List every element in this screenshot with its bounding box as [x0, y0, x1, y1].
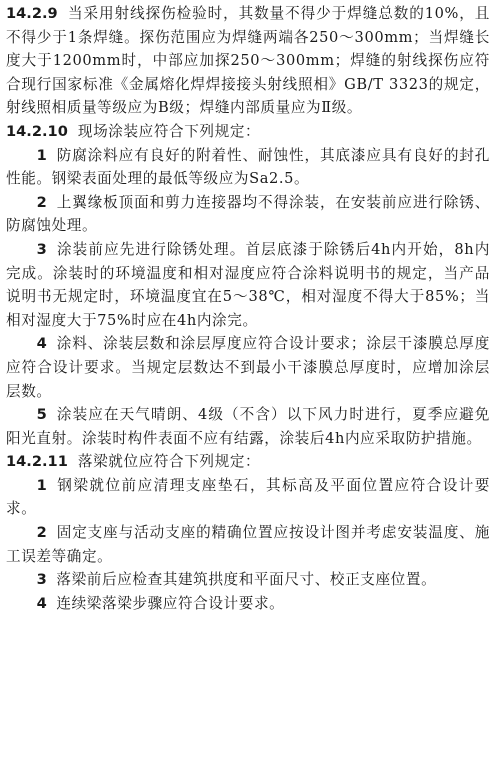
document-page	[6, 2, 490, 615]
item-number: 1	[36, 476, 48, 494]
item-number: 2	[36, 193, 48, 211]
clause-number: 14.2.9	[6, 5, 58, 22]
item-text: 落梁前后应检查其建筑拱度和平面尺寸、校正支座位置。	[56, 571, 437, 589]
item-number: 3	[36, 240, 48, 258]
item-text: 涂装应在天气晴朗、4级（不含）以下风力时进行，夏季应避免阳光直射。涂装时构件表面不应有结露，涂装后4h内应采取防护措施。	[6, 406, 490, 447]
clause-number: 14.2.10	[6, 122, 68, 140]
clause-text: 当采用射线探伤检验时，其数量不得少于焊缝总数的10%，且不得少于1条焊缝。探伤范围应为焊缝两端各250～300mm；当焊缝长度大于1200mm时，中部应加探250～300mm；焊缝的射线探伤应符合现行国家标准《金属熔化焊焊接接头射线照相》GB/T 3323的规定，射线照相质量等级应为B级；焊缝内部质量应为Ⅱ级。	[6, 5, 490, 117]
item-number: 4	[36, 335, 48, 353]
list-item	[6, 474, 490, 521]
clause-title: 落梁就位应符合下列规定：	[77, 453, 261, 471]
clause-14-2-9	[6, 2, 490, 120]
item-number: 3	[36, 571, 48, 589]
item-text: 固定支座与活动支座的精确位置应按设计图并考虑安装温度、施工误差等确定。	[6, 524, 490, 565]
clause-title: 现场涂装应符合下列规定：	[77, 122, 261, 140]
item-text: 防腐涂料应有良好的附着性、耐蚀性，其底漆应具有良好的封孔性能。钢梁表面处理的最低等级应为Sa2.5。	[6, 146, 490, 188]
item-number: 1	[36, 146, 48, 164]
item-text: 钢梁就位前应清理支座垫石，其标高及平面位置应符合设计要求。	[6, 476, 490, 518]
list-item	[6, 238, 490, 332]
item-text: 上翼缘板顶面和剪力连接器均不得涂装，在安装前应进行除锈、防腐蚀处理。	[6, 193, 490, 235]
list-item	[6, 144, 490, 191]
list-item	[6, 332, 490, 403]
list-item	[6, 403, 490, 450]
item-number: 5	[36, 406, 48, 424]
item-text: 涂装前应先进行除锈处理。首层底漆于除锈后4h内开始，8h内完成。涂装时的环境温度和相对湿度应符合涂料说明书的规定，当产品说明书无规定时，环境温度宜在5～38℃，相对湿度不得大于85%；当相对湿度大于75%时应在4h内涂完。	[6, 240, 490, 329]
item-text: 连续梁落梁步骤应符合设计要求。	[56, 594, 285, 612]
list-item	[6, 521, 490, 568]
list-item	[6, 191, 490, 238]
item-text: 涂料、涂装层数和涂层厚度应符合设计要求；涂层干漆膜总厚度应符合设计要求。当规定层数达不到最小干漆膜总厚度时，应增加涂层层数。	[6, 335, 490, 400]
item-number: 4	[36, 594, 48, 612]
clause-number: 14.2.11	[6, 453, 68, 471]
list-item	[6, 592, 490, 616]
clause-14-2-10-heading	[6, 120, 490, 144]
clause-14-2-11-heading	[6, 450, 490, 474]
list-item	[6, 568, 490, 592]
item-number: 2	[36, 524, 48, 542]
